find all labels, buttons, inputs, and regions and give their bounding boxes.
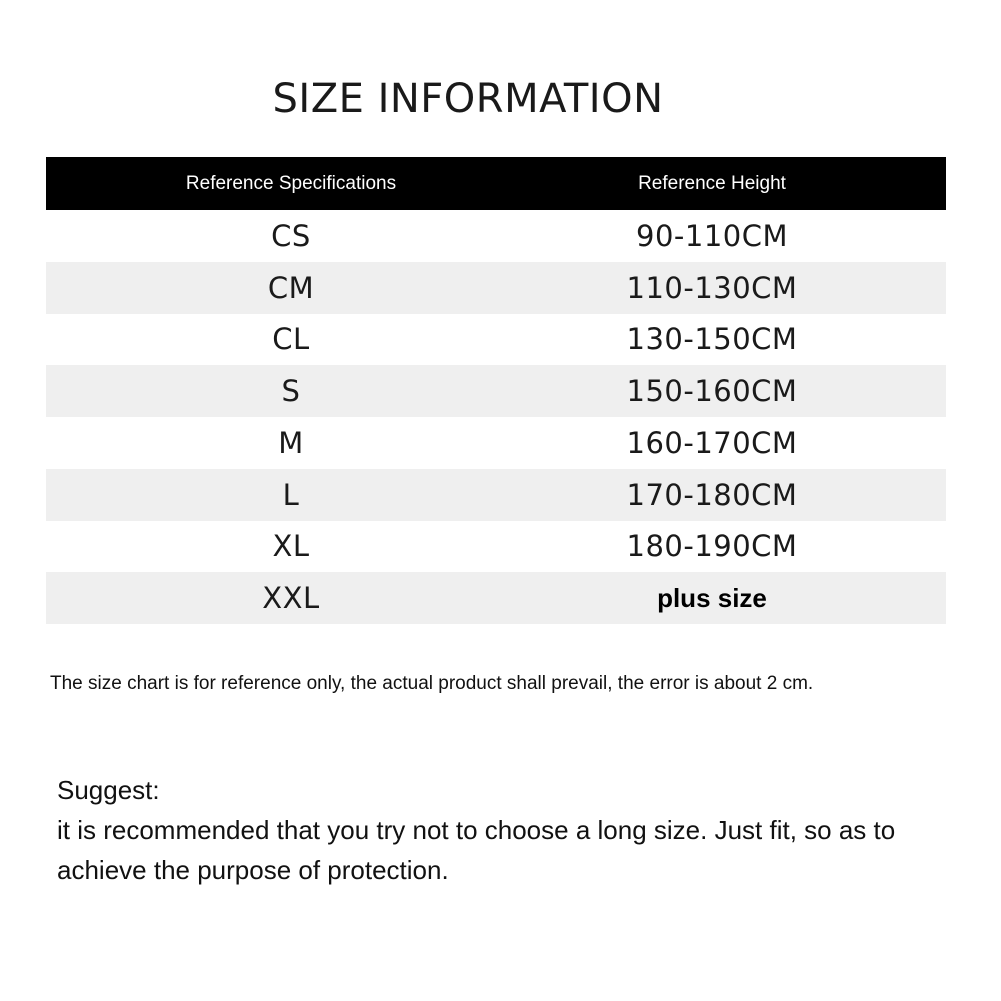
height-cell: 90-110CM bbox=[636, 218, 788, 253]
table-row bbox=[46, 572, 946, 624]
height-cell: 180-190CM bbox=[626, 529, 798, 564]
table-row bbox=[46, 314, 946, 366]
table-row bbox=[46, 365, 946, 417]
height-cell: plus size bbox=[657, 582, 767, 613]
size-spec-cell: CL bbox=[272, 322, 310, 357]
suggest-line-1: it is recommended that you try not to choose a long size. Just fit, so as to bbox=[57, 815, 896, 845]
table-row bbox=[46, 521, 946, 573]
size-spec-cell: XL bbox=[272, 529, 310, 564]
header-reference-specifications: Reference Specifications bbox=[185, 173, 397, 194]
suggest-line-2: achieve the purpose of protection. bbox=[57, 855, 449, 885]
page-title: SIZE INFORMATION bbox=[272, 76, 664, 122]
size-spec-cell: M bbox=[278, 425, 304, 460]
height-cell: 150-160CM bbox=[626, 374, 798, 409]
table-row bbox=[46, 262, 946, 314]
table-header-row bbox=[46, 157, 946, 210]
size-spec-cell: L bbox=[282, 477, 300, 512]
size-table bbox=[46, 157, 946, 624]
table-row bbox=[46, 469, 946, 521]
size-spec-cell: XXL bbox=[262, 581, 320, 616]
table-row bbox=[46, 417, 946, 469]
height-cell: 170-180CM bbox=[626, 477, 798, 512]
height-cell: 110-130CM bbox=[626, 270, 798, 305]
header-reference-height: Reference Height bbox=[638, 173, 786, 194]
size-spec-cell: S bbox=[281, 374, 301, 409]
table-row bbox=[46, 210, 946, 262]
suggest-label: Suggest: bbox=[57, 775, 160, 805]
height-cell: 130-150CM bbox=[626, 322, 798, 357]
height-cell: 160-170CM bbox=[626, 425, 798, 460]
size-chart-note: The size chart is for reference only, the actual product shall prevail, the error is about 2 cm. bbox=[50, 673, 814, 694]
size-spec-cell: CM bbox=[267, 270, 315, 305]
suggestion-block bbox=[57, 770, 957, 890]
size-spec-cell: CS bbox=[271, 218, 311, 253]
